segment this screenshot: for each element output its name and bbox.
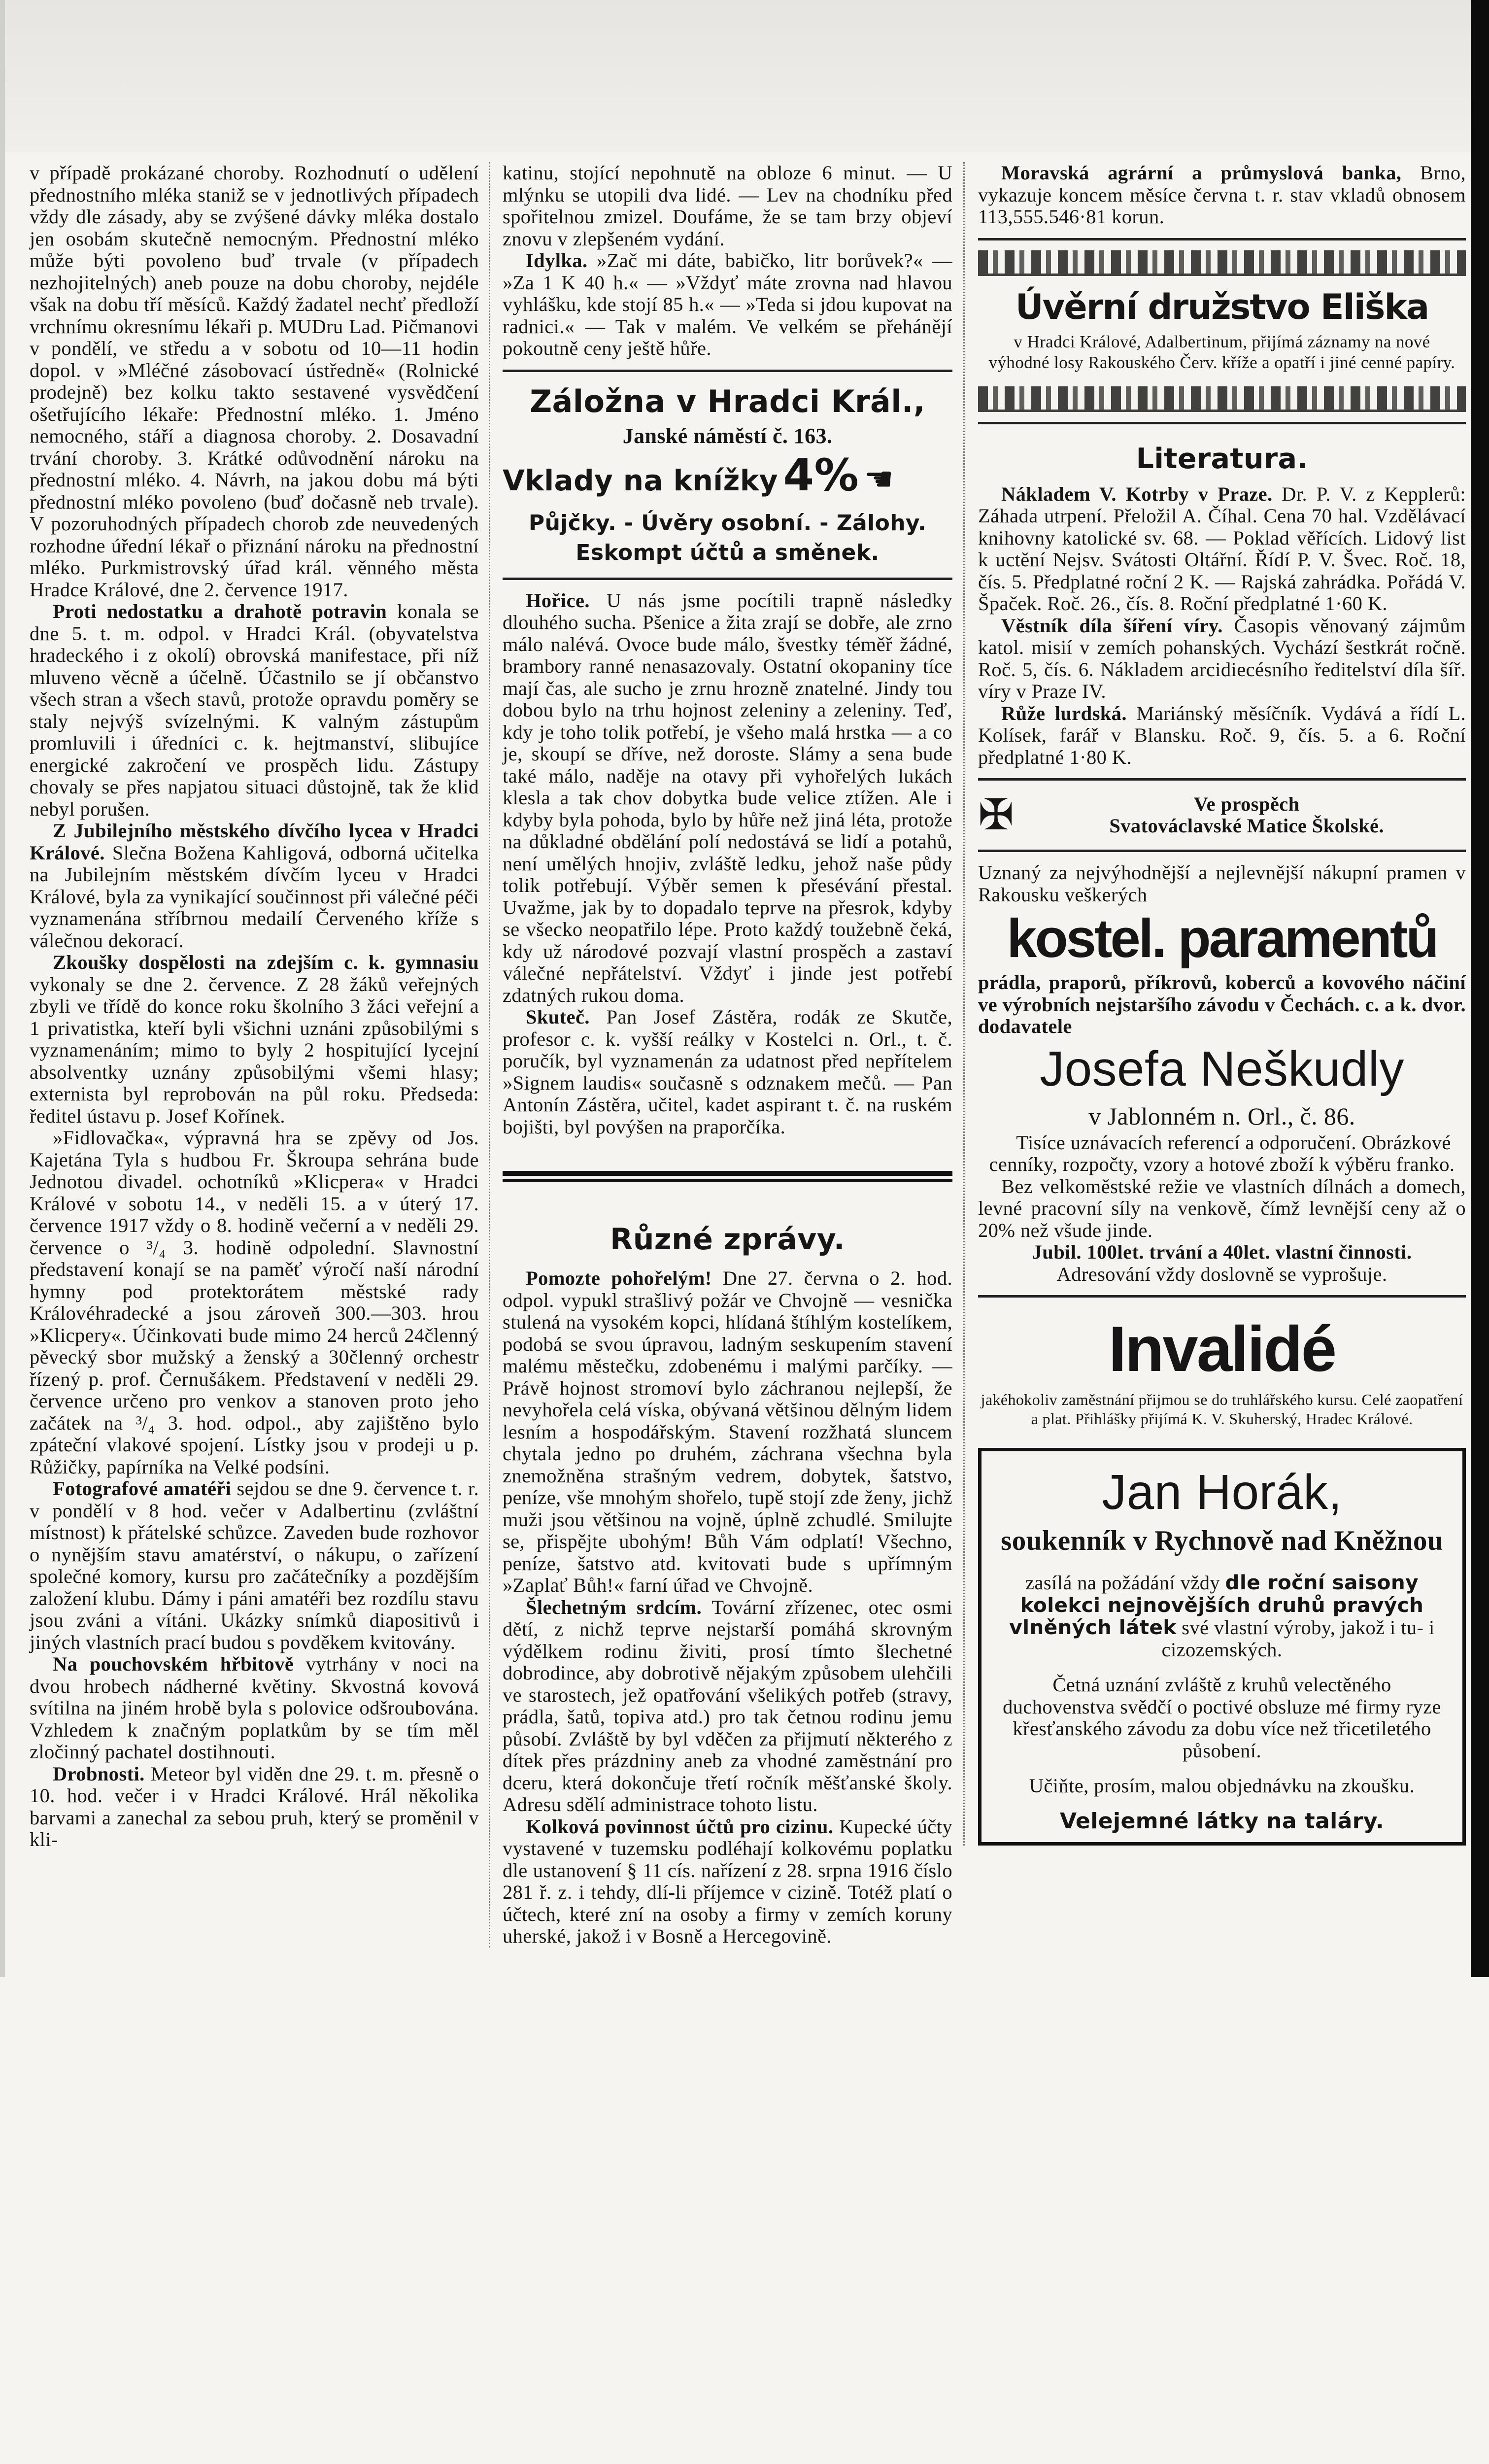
- article: [978, 615, 1466, 703]
- article: [30, 1763, 479, 1851]
- pointing-hand-icon: ☚: [864, 461, 894, 498]
- column-1: [30, 162, 479, 1851]
- article-text: U nás jsme pocítili trapně následky dlouhého sucha. Pšenice a žita zrají se dobře, ale zrno málo nalévá. Ovoce bude málo, švestky téměř žádné, brambory ranné nenasazovaly. Ostatní okopaniny tíce mají čas, ale sucho je zrnu hrozně znatelné. Jindy tou dobou bylo na trhu hojnost zeleniny a zeleniny. Teď, kdy je toho tolik potřebí, je všeho malá hrstka — a co je, skoupí se dříve, než doroste. Slámy a sena bude také málo, naděje na otavy při vyhořelých lukách klesla a tak chov dobytka bude velice ztížen. Ale i kdyby byla pohoda, bylo by hůře než jiná léta, protože na důkladné obdělání polí nedostává se lidí a potahů, není umělých hnojiv, zvláště ledku, jehož naše půdy tolik potřebují. Výběr semen k přesévání přestal. Uvažme, jak by to dopadalo teprve na přesrok, kdyby se všecko neopatřilo lépe. Proto každý toužebně čeká, kdy už národové pozvají vlastní prospěch a zastaví válečné nepřátelství. Vždyť i jinde jest potřebí zdatných rukou doma.: [503, 589, 952, 1006]
- scan-right-edge: [1471, 0, 1489, 1977]
- ad-note: Adresování vždy doslovně se vyprošuje.: [1056, 1263, 1387, 1285]
- ad-jubilee: Jubil. 100let. trvání a 40let. vlastní činnosti.: [1032, 1241, 1412, 1263]
- article-lead: Kolková povinnost účtů pro cizinu.: [526, 1815, 834, 1838]
- ad-text: v Hradci Králové, Adalbertinum, přijímá záznamy na nové výhodné losy Rakouského Červ. kříže a opatří i jiné cenné papíry.: [988, 332, 1455, 372]
- ad-title: Úvěrní družstvo Eliška: [1015, 286, 1429, 327]
- ad-address: v Jablonném n. Orl., č. 86.: [1088, 1102, 1355, 1130]
- article-text: »Zač mi dáte, babičko, litr borůvek?« — »Za 1 K 40 h.« — »Vždyť máte zrovna nad hlavou vyhlášku, kde stojí 85 h.« — »Teda si jdou kupovat na radnici.« — Tak v malém. Ve velkém se přehánějí pokoutně ceny ještě hůře.: [503, 249, 952, 359]
- coat-of-arms-icon: ✠: [978, 791, 1015, 839]
- ad-deposits: Vklady na knížky: [503, 463, 778, 497]
- article-text: Mariánský měsíčník. Vydává a řídí L. Kolísek, farář v Blansku. Roč. 9, čís. 5. a 6. Roční předplatné 1·80 K.: [978, 702, 1466, 768]
- ad-offer: zasílá na požádání vždy: [1025, 1572, 1225, 1594]
- bank-notice: [978, 162, 1466, 228]
- article-text: konala se dne 5. t. m. odpol. v Hradci Král. (obyvatelstva hradeckého i z okolí) obrovská manifestace, při níž mluveno věcně a účelně. Účastnilo se jí občanstvo všech stran a všech stavů, protože opravdu poměry se staly nejvýš svízelnými. K valným zástupům promluvili i úředníci c. k. hejtmanství, slibujíce energické zakročení ve prospěch lidu. Zástupy chovaly se přes napjatou situaci důstojně, tak že klid nebyl porušen.: [30, 600, 479, 820]
- section-divider: [503, 1171, 952, 1182]
- ad-prices: Bez velkoměstské režie ve vlastních dílnách a domech, levné pracovní síly na venkově, čímž levnější ceny až o 20% než všude jinde.: [978, 1175, 1466, 1241]
- ad-rate: 4%: [783, 449, 859, 501]
- article: [503, 1816, 952, 1948]
- article-text: Brno, vykazuje koncem měsíce června t. r. stav vkladů obnosem 113,555.546·81 korun.: [978, 162, 1466, 228]
- article-text: Dne 27. června o 2. hod. odpol. vypukl strašlivý požár ve Chvojně — vesnička stulená na vysokém kopci, hlídaná štíhlým kostelíkem, podobá se svou úpravou, ladným seskupením stavení malému městečku, zdobenému i malými parčíky. — Právě hojnost stromoví bylo záchranou nejlepší, že nevyhořela celá víska, obývaná většinou dělným lidem lesním a hospodářským. Stavení rozžhatá sluncem chytala jedno po druhém, záchrana všechna byla znemožněna strašným vedrem, dobytek, šatstvo, peníze, vše mnohým shořelo, tupě stojí zde ženy, jichž muži jsou většinou na vojně, úplně zchudlé. Smilujte se, přispějte ubohým! Bůh Vám odplatí! Všechno, peníze, šatstvo atd. kvitovati bude s upřímným »Zaplať Bůh!« farní úřad ve Chvojně.: [503, 1267, 953, 1596]
- article: [978, 483, 1466, 615]
- ad-pre: Ve prospěch: [1193, 792, 1300, 815]
- article-lead: Z Jubilejního městského dívčího lycea v Hradci Králové.: [30, 820, 479, 864]
- article-lead: Hořice.: [526, 589, 590, 612]
- ad-horak: [978, 1448, 1466, 1846]
- article-lead: Fotografové amatéři: [53, 1477, 232, 1500]
- article-lead: Pomozte pohořelým!: [526, 1267, 712, 1289]
- ad-name: Josefa Neškudly: [1040, 1041, 1404, 1096]
- ad-title: Záložna v Hradci Král.,: [530, 383, 925, 419]
- article: [503, 1267, 952, 1597]
- article-text: »Fidlovačka«, výpravná hra se zpěvy od Jos. Kajetána Tyla s hudbou Fr. Škroupa sehrána bude Jednotou divadel. ochotníků »Klicpera« v Hradci Králové v sobotu 14., v neděli 15. a v úterý 17. července 1917 vždy o 8. hodině večerní a v neděli 29. července o ³/₄ 3. hodině odpolední. Slavnostní představení konají se na paměť výročí naší národní hymny pod protektorátem městské rady Královéhradecké a jsou zároveň 300.—303. hrou »Klicpery«. Účinkovati bude mimo 24 herců 24členný pěvecký sbor mužský a ženský a 30členný orchestr řízený p. prof. Černušákem. Představení v neděli 29. července určeno pro venkov a stanoven proto jeho začátek na ³/₄ 3. hod. odpol., aby zajištěno bylo zpáteční vlakové spojení. Lístky jsou v prodeji u p. Růžičky, papírníka na Velké podsíni.: [30, 1127, 479, 1478]
- ornament-border: [978, 386, 1466, 412]
- divider: [978, 778, 1466, 781]
- article: [503, 162, 952, 250]
- article-lead: Skuteč.: [526, 1006, 590, 1028]
- ad-intro: Uznaný za nejvýhodnější a nejlevnější nákupní pramen v Rakousku veškerých: [978, 861, 1466, 906]
- article-lead: Moravská agrární a průmyslová banka,: [1001, 162, 1402, 184]
- ad-praise: Četná uznání zvláště z kruhů velectěného duchovenstva svědčí o poctivé obsluze mé firmy ryze křesťanského závodu za dobu více než třicetiletého působení.: [1003, 1674, 1441, 1762]
- article: [30, 1127, 479, 1478]
- ad-slogan: Velejemné látky na taláry.: [1059, 1808, 1385, 1834]
- article-text: vytrhány v noci na dvou hrobech nádherné květiny. Skvostná kovová svítilna na jiném hrobě byla s polovice odšroubována. Vzhledem k značným poplatkům by se tím měl zločinný pachatel dostihnouti.: [30, 1653, 479, 1763]
- ad-eliska: [978, 282, 1466, 373]
- article-text: Dr. P. V. z Kepplerů: Záhada utrpení. Přeložil A. Číhal. Cena 70 hal. Vzdělávací knihovny katolické sv. 68. — Poklad věřících. Lidový list k uctění Nejsv. Svátosti Oltářní. Řídí P. V. Švec. Roč. 18, čís. 5. Předplatné roční 2 K. — Rajská zahrádka. Pořádá V. Špaček. Roč. 26., čís. 8. Roční předplatné 1·60 K.: [978, 482, 1466, 615]
- section-heading: Literatura.: [1136, 442, 1308, 475]
- scan-left-edge: [0, 0, 5, 1977]
- article-text: katinu, stojící nepohnutě na obloze 6 minut. — U mlýnku se utopili dva lidé. — Lev na chodníku před spořitelnou zmizel. Doufáme, že se tam brzy objeví znovu v zlepšeném vydání.: [503, 162, 952, 250]
- ad-offer-bold: dle roční saisony kolekci nejnovějších druhů pravých vlněných látek: [1009, 1571, 1424, 1639]
- article-lead: Zkoušky dospělosti na zdejším c. k. gymnasiu: [53, 951, 479, 973]
- ad-goods: prádla, praporů, příkrovů, koberců a kovového náčiní ve výrobních nejstaršího závodu v Čechách. c. a k. dvor. dodavatele: [978, 971, 1466, 1037]
- ad-address: Janské náměstí č. 163.: [622, 423, 833, 448]
- ad-matice: Svatováclavské Matice Školské.: [1109, 815, 1384, 837]
- ad-request: Učiňte, prosím, malou objednávku na zkoušku.: [1029, 1775, 1415, 1797]
- article: [30, 952, 479, 1127]
- article: [30, 1653, 479, 1763]
- article: [30, 1478, 479, 1653]
- divider: [978, 422, 1466, 424]
- article-lead: Na pouchovském hřbitově: [53, 1653, 294, 1675]
- divider: [503, 370, 952, 372]
- article: [503, 1006, 952, 1138]
- ad-name: Jan Horák,: [1102, 1465, 1342, 1520]
- article: [30, 162, 479, 601]
- ad-headline: kostel. paramentů: [1007, 908, 1437, 969]
- article: [503, 250, 952, 360]
- divider: [978, 1295, 1466, 1298]
- ad-neskudla: [978, 790, 1466, 1285]
- article-text: v případě prokázané choroby. Rozhodnutí o udělení přednostního mléka staniž se v jednotlivých případech vždy dle zásady, aby se zvýšené dávky mléka dostalo jen osobám skutečně nemocným. Přednostní mléko může býti povoleno buď trvale (v případech nezhojitelných) aneb pouze na dobu choroby, nejdéle však na dobu tří měsíců. Každý žadatel nechť předloží vrchnímu okresnímu lékaři p. MUDru Lad. Pičmanovi v pondělí, ve středu a v sobotu od 10—11 hodin dopol. v »Mléčné zásobovací ústředně« (Rolnické prodejně) bez kolku takto sestavené vysvědčení ošetřujícího lékaře: Přednostní mléko. 1. Jméno nemocného, stáří a diagnosa choroby. 2. Dosavadní trvání choroby. 3. Krátké odůvodnění nároku na přednostní mléko. 4. Návrh, na jakou dobu má býti přednostní mléko povoleno (buď dočasně neb trvale). V pozoruhodných případech chorob zde neuvedených rozhodne úřední lékař o přiznání nároku na přednostní mléko. Purkmistrovský úřad král. věnného města Hradce Králové, dne 2. července 1917.: [30, 162, 479, 601]
- ad-zalozna: [503, 382, 952, 568]
- article-text: Meteor byl viděn dne 29. t. m. přesně o 10. hod. večer i v Hradci Králové. Hrál několika barvami a zanechal za sebou pruh, který se proměnil v kli-: [30, 1762, 479, 1850]
- column-2: [489, 162, 952, 1948]
- article-text: Tovární zřízenec, otec osmi dětí, z nichž teprve nejstarší pomáhá skrovným výdělkem rodinu živiti, prosí tímto šlechetné dobrodince, aby dobrotivě nějakým způsobem ulehčili ve starostech, jež opatřování všelikých potřeb (stravy, prádla, šatů, topiva atd.) pro tak četnou rodinu jemu působí. Zvláště by byl vděčen za přijmutí některého z dítek přes prázdniny aneb za vhodné zaměstnání pro dceru, která dokončuje třetí ročník měšťanské školy. Adresu sdělí administrace tohoto listu.: [503, 1596, 953, 1815]
- article-text: Časopis věnovaný zájmům katol. misií v zemích pohanských. Vychází šestkrát ročně. Roč. 5, čís. 6. Nákladem arcidiecésního ředitelství díla šíř. víry v Praze IV.: [978, 614, 1466, 702]
- article-lead: Růže lurdská.: [1001, 702, 1127, 724]
- article: [503, 590, 952, 1007]
- article-text: vykonaly se dne 2. července. Z 28 žáků veřejných zbyli ve třídě do konce roku školního 3 žáci veřejní a 1 privatistka, kteří byli všichni uznáni způsobilými s vyznamenáním; mimo to byly 2 hospitující lycejní absolventky uznány způsobilými všemi hlasy; externista byl reprobován na půl roku. Předseda: ředitel ústavu p. Josef Kořínek.: [30, 973, 479, 1127]
- article-lead: Idylka.: [526, 249, 588, 272]
- ad-title: Invalidé: [1108, 1313, 1336, 1385]
- article-lead: Proti nedostatku a drahotě potravin: [53, 600, 387, 622]
- ad-discount: Eskompt účtů a směnek.: [575, 540, 880, 565]
- divider: [978, 238, 1466, 240]
- divider: [503, 578, 952, 580]
- ad-trade: soukenník v Rychnově nad Kněžnou: [1001, 1525, 1443, 1556]
- article: [30, 820, 479, 952]
- article-text: Pan Josef Zástěra, rodák ze Skutče, profesor c. k. vyšší reálky v Kostelci n. Orl., t. č. poručík, byl vyznamenán za udatnost před nepřítelem »Signem laudis« současně s odznakem mečů. — Pan Antonín Zástěra, učitel, kadet aspirant t. č. na ruském bojišti, byl povýšen na praporčíka.: [503, 1006, 952, 1138]
- article-lead: Nákladem V. Kotrby v Praze.: [1001, 482, 1273, 505]
- article-text: sejdou se dne 9. července t. r. v pondělí v 8 hod. večer v Adalbertinu (zvláštní místnost) k přátelské schůzce. Zaveden bude rozhovor o nynějším stavu amatérství, o nákupu, o zařízení společné komory, kursu pro začátečníky a pozdějším založení klubu. Dámy i páni amatéři bez rozdílu stavu jsou zváni a vítáni. Ukázky snímků diapositivů i jiných vlastních prací budou s povděkem kvitovány.: [30, 1477, 479, 1653]
- divider: [978, 850, 1466, 852]
- article-text: Slečna Božena Kahligová, odborná učitelka na Jubilejním městském dívčím lyceu v Hradci Králové, byla za vynikající součinnost při válečné péči vyznamenána stříbrnou medailí Červeného kříže s válečnou dekorací.: [30, 841, 479, 952]
- article-text: Kupecké účty vystavené v tuzemsku podléhají kolkovému poplatku dle ustanovení § 11 cís. nařízení z 28. srpna 1916 číslo 281 ř. z. i tehdy, dlí-li příjemce v cizině. Totéž platí o účtech, které zní na osoby a firmy v zemích koruny uherské, jakož i v Bosně a Hercegovině.: [503, 1815, 952, 1947]
- column-3: [963, 162, 1466, 1846]
- article: [503, 1597, 952, 1816]
- ad-refs: Tisíce uznávacích referencí a odporučení. Obrázkové cenníky, rozpočty, vzory a hotové zboží k výběru franko.: [989, 1131, 1455, 1175]
- ad-offer-end: své vlastní výroby, jakož i tu- i cizozemských.: [1161, 1616, 1435, 1661]
- article-lead: Věstník díla šíření víry.: [1001, 614, 1223, 637]
- section-heading: Různé zprávy.: [610, 1222, 845, 1257]
- article-lead: Drobnosti.: [53, 1762, 145, 1785]
- ad-invalide: [978, 1307, 1466, 1428]
- article-lead: Šlechetným srdcím.: [526, 1596, 702, 1618]
- article: [978, 703, 1466, 769]
- ornament-border: [978, 250, 1466, 276]
- article: [30, 601, 479, 820]
- ad-text: jakéhokoliv zaměstnání přijmou se do truhlářského kursu. Celé zaopatření a plat. Přihlášky přijímá K. V. Skuherský, Hradec Králové.: [981, 1391, 1463, 1428]
- ad-services: Půjčky. - Úvěry osobní. - Zálohy.: [528, 510, 927, 536]
